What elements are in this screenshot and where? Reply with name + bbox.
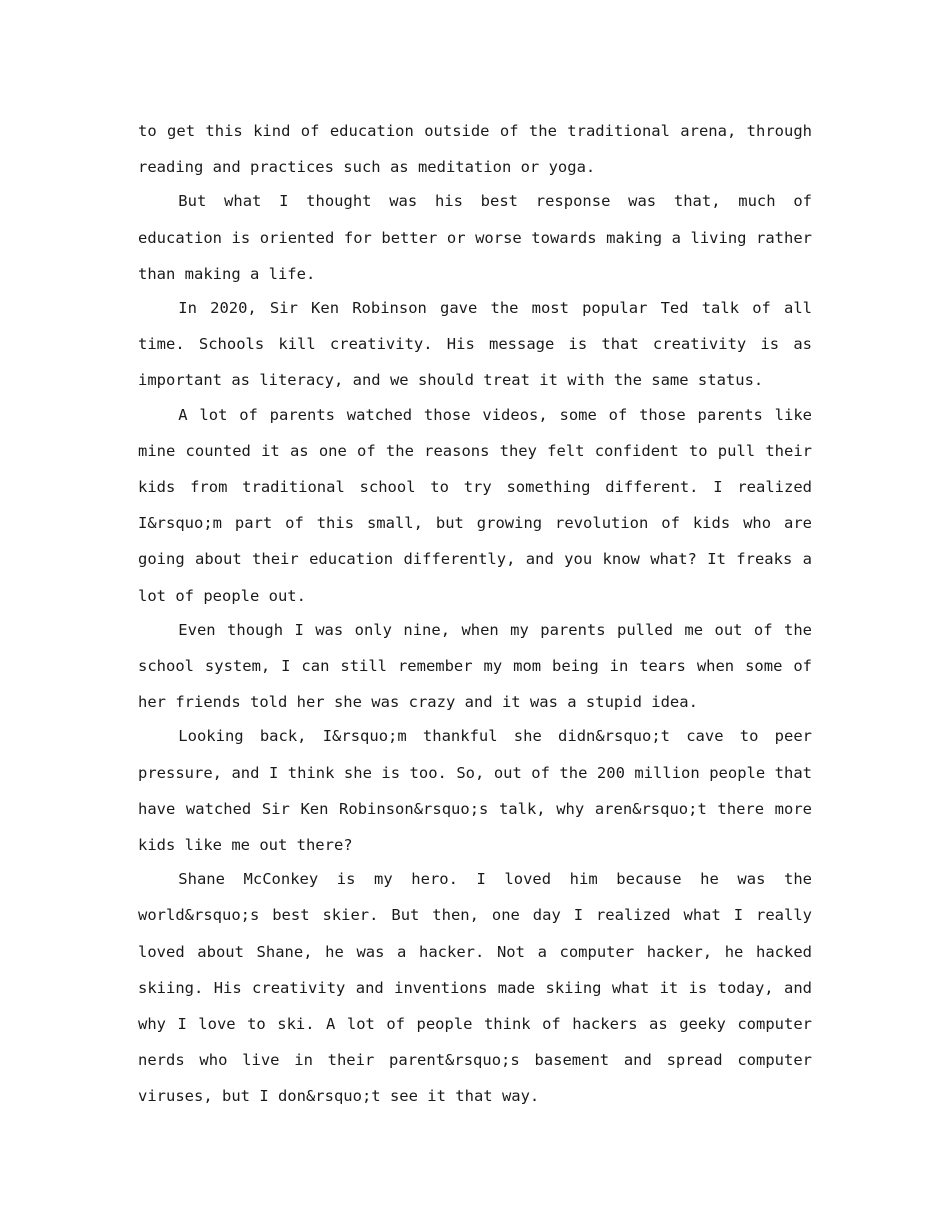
document-body <box>138 113 812 1113</box>
paragraph-parents-videos: A lot of parents watched those videos, some of those parents like mine counted it as one of the reasons they felt confident to pull their kids from traditional school to try something different. I realized I&rsquo;m part of this small, but growing revolution of kids who are going about their education differently, and you know what? It freaks a lot of people out. <box>138 405 812 605</box>
paragraph-ted-talk: In 2020, Sir Ken Robinson gave the most popular Ted talk of all time. Schools kill creativity. His message is that creativity is as important as literacy, and we should treat it with the same status. <box>138 299 812 390</box>
paragraph-looking-back: Looking back, I&rsquo;m thankful she didn&rsquo;t cave to peer pressure, and I think she is too. So, out of the 200 million people that have watched Sir Ken Robinson&rsquo;s talk, why aren&rsquo;t there more kids like me out there? <box>138 727 812 855</box>
paragraph-best-response: But what I thought was his best response was that, much of education is oriented for better or worse towards making a living rather than making a life. <box>138 192 812 283</box>
paragraph-continuation: to get this kind of education outside of the traditional arena, through reading and practices such as meditation or yoga. <box>138 122 812 177</box>
paragraph-age-nine: Even though I was only nine, when my parents pulled me out of the school system, I can still remember my mom being in tears when some of her friends told her she was crazy and it was a stupid idea. <box>138 620 812 712</box>
paragraph-shane-mcconkey: Shane McConkey is my hero. I loved him because he was the world&rsquo;s best skier. But then, one day I realized what I really loved about Shane, he was a hacker. Not a computer hacker, he hacked skiing. His creativity and inventions made skiing what it is today, and why I love to ski. A lot of people think of hackers as geeky computer nerds who live in their parent&rsquo;s basement and spread computer viruses, but I don&rsquo;t see it that way. <box>138 870 812 1106</box>
